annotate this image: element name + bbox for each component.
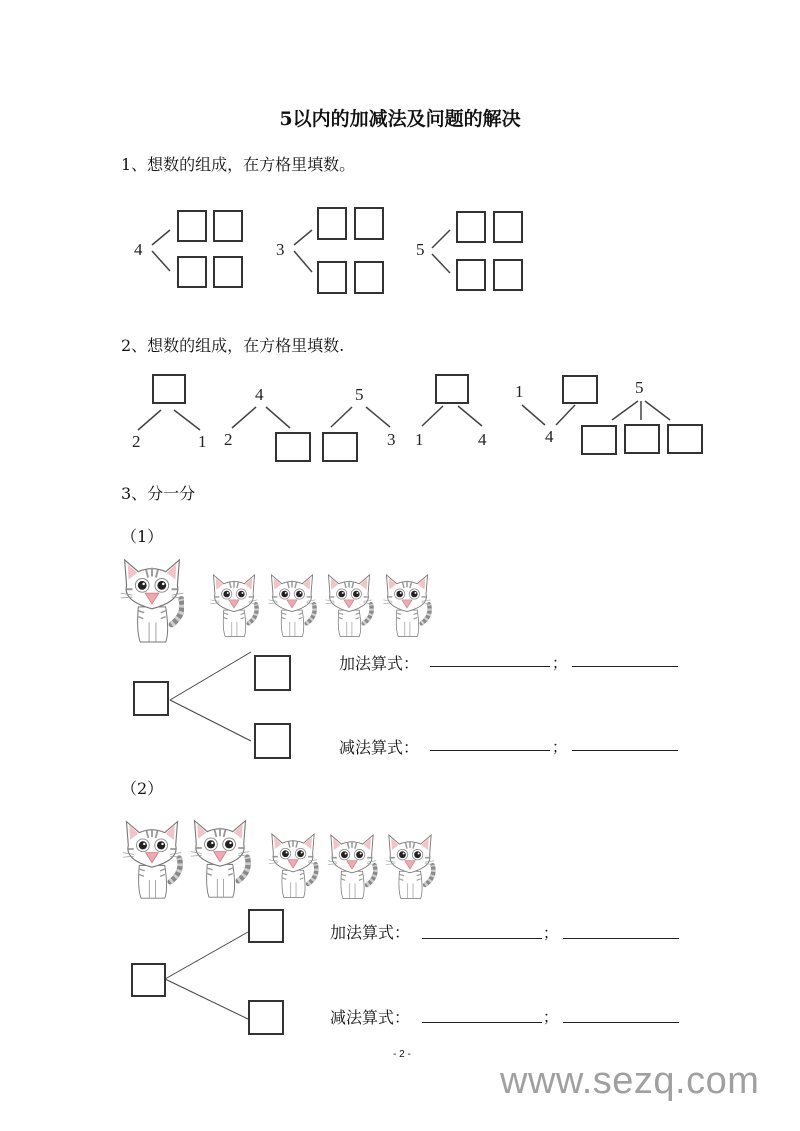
tree-top-number: 5 <box>355 385 364 404</box>
tree-right-number: 1 <box>198 432 207 451</box>
subtraction-answer-blank-1[interactable] <box>422 1022 542 1023</box>
subtraction-label: 减法算式： <box>339 738 420 757</box>
part-box[interactable] <box>248 1000 284 1035</box>
tree-top-left-number: 1 <box>515 382 524 401</box>
tree-left-number: 1 <box>415 430 424 449</box>
watermark: www.sezq.com <box>500 1060 760 1102</box>
section1-number: 4 <box>134 240 143 259</box>
separator: ； <box>552 654 568 672</box>
page-title: 5以内的加减法及问题的解决 <box>279 108 521 130</box>
tree-top-number: 4 <box>255 385 264 404</box>
addition-answer-blank-2[interactable] <box>563 938 679 939</box>
part2-label: （2） <box>121 779 164 798</box>
section1-number: 3 <box>276 240 285 259</box>
tree-right-number: 4 <box>478 430 487 449</box>
part-box[interactable] <box>248 909 284 943</box>
separator: ； <box>552 738 568 756</box>
separator: ； <box>543 1008 559 1026</box>
tree-right-number: 3 <box>387 430 396 449</box>
subtraction-answer-blank-2[interactable] <box>563 1022 679 1023</box>
section3-heading: 3、分一分 <box>121 484 196 503</box>
addition-label: 加法算式： <box>339 654 420 673</box>
addition-answer-blank-1[interactable] <box>422 938 542 939</box>
section1-number: 5 <box>416 240 425 259</box>
addition-label: 加法算式： <box>330 923 411 942</box>
subtraction-label: 减法算式： <box>330 1008 411 1027</box>
tree-left-number: 2 <box>132 432 141 451</box>
tree-top-number: 5 <box>635 378 644 397</box>
section2-heading: 2、想数的组成，在方格里填数. <box>121 336 345 355</box>
total-box[interactable] <box>131 963 166 997</box>
part1-label: （1） <box>121 527 164 546</box>
section1-heading: 1、想数的组成，在方格里填数。 <box>121 155 356 174</box>
tree-left-number: 2 <box>224 430 233 449</box>
tree-bottom-number: 4 <box>545 427 554 446</box>
page-number: - 2 - <box>393 1049 411 1060</box>
separator: ； <box>543 924 559 942</box>
